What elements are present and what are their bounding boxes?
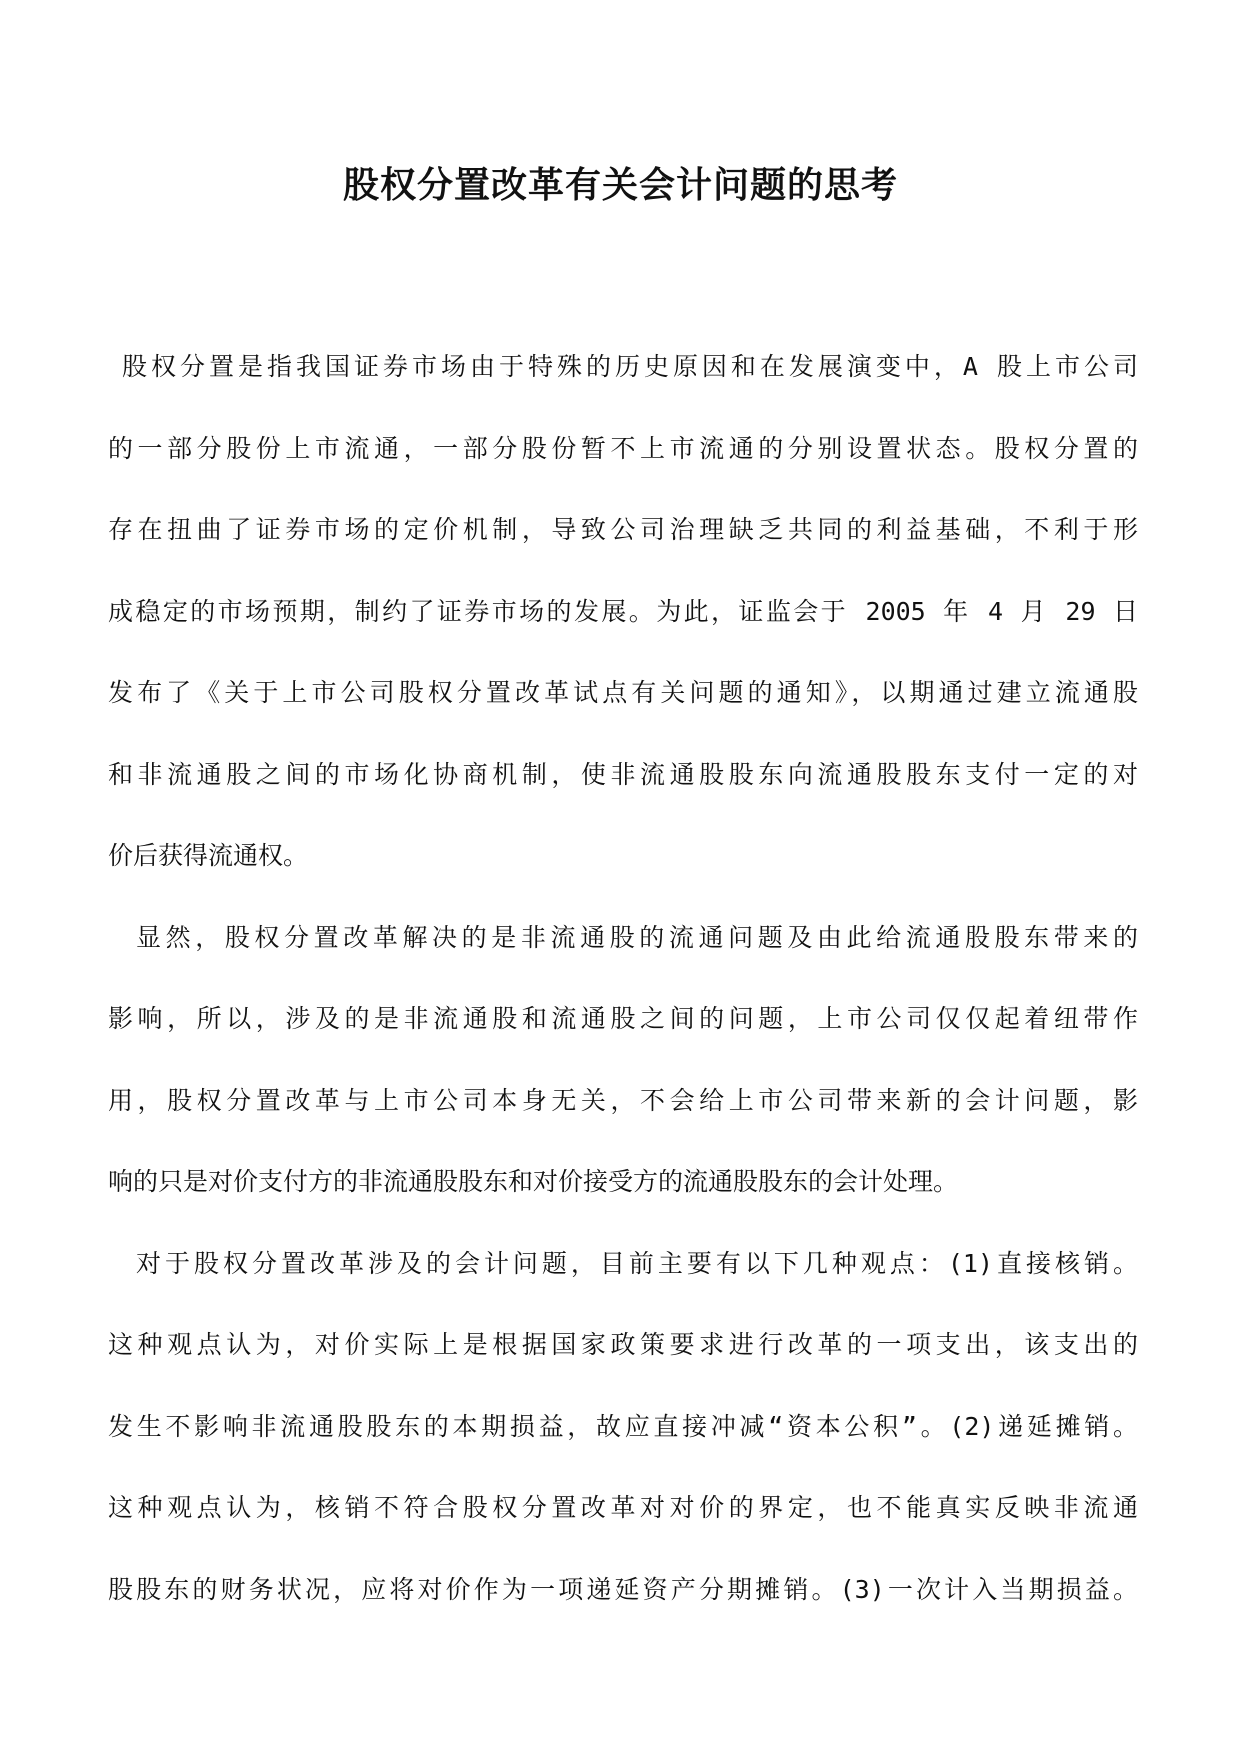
paragraph-line: 股股东的财务状况，应将对价作为一项递延资产分期摊销。(3)一次计入当期损益。 <box>108 1574 1138 1604</box>
paragraph-2 <box>108 915 1138 1241</box>
paragraph-line: 的一部分股份上市流通，一部分股份暂不上市流通的分别设置状态。股权分置的 <box>108 433 1138 463</box>
document-title: 股权分置改革有关会计问题的思考 <box>342 164 898 206</box>
paragraph-line: 对于股权分置改革涉及的会计问题，目前主要有以下几种观点：(1)直接核销。 <box>136 1248 1138 1278</box>
paragraph-line: 价后获得流通权。 <box>108 841 309 870</box>
paragraph-line: 成稳定的市场预期，制约了证券市场的发展。为此，证监会于 2005 年 4 月 29 日 <box>108 596 1138 626</box>
paragraph-line: 股权分置是指我国证券市场由于特殊的历史原因和在发展演变中，A 股上市公司 <box>122 352 1138 381</box>
paragraph-line: 响的只是对价支付方的非流通股股东和对价接受方的流通股股东的会计处理。 <box>108 1167 959 1196</box>
paragraph-line: 发生不影响非流通股股东的本期损益，故应直接冲减“资本公积”。(2)递延摊销。 <box>108 1411 1138 1441</box>
paragraph-line: 这种观点认为，对价实际上是根据国家政策要求进行改革的一项支出，该支出的 <box>108 1330 1138 1359</box>
paragraph-line: 用，股权分置改革与上市公司本身无关，不会给上市公司带来新的会计问题，影 <box>108 1085 1138 1115</box>
paragraph-1 <box>108 344 1138 915</box>
paragraph-3 <box>108 1241 1138 1649</box>
document-body <box>108 344 1138 1648</box>
paragraph-line: 影响，所以，涉及的是非流通股和流通股之间的问题，上市公司仅仅起着纽带作 <box>108 1004 1138 1033</box>
paragraph-line: 和非流通股之间的市场化协商机制，使非流通股股东向流通股股东支付一定的对 <box>108 759 1138 789</box>
paragraph-line: 发布了《关于上市公司股权分置改革试点有关问题的通知》，以期通过建立流通股 <box>108 678 1138 707</box>
paragraph-line: 这种观点认为，核销不符合股权分置改革对对价的界定，也不能真实反映非流通 <box>108 1493 1138 1522</box>
paragraph-line: 显然，股权分置改革解决的是非流通股的流通问题及由此给流通股股东带来的 <box>136 922 1138 952</box>
paragraph-line: 存在扭曲了证券市场的定价机制，导致公司治理缺乏共同的利益基础，不利于形 <box>108 515 1138 544</box>
